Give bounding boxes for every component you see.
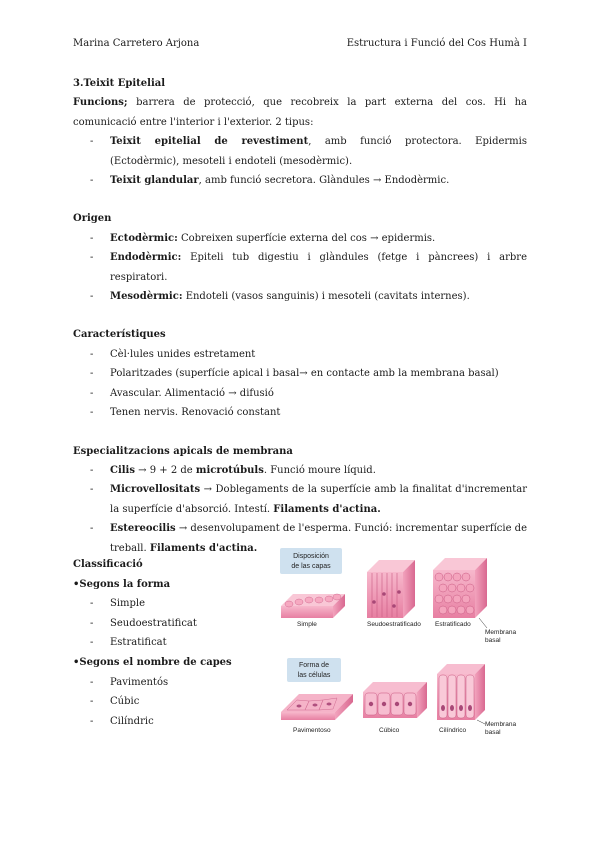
funcions-text: barrera de protecció, que recobreix la part externa del cos. Hi ha comunicació entre l'interior i l'exterior. 2 tipus:: [73, 97, 527, 128]
membrane-label-3: Membrana: [485, 721, 517, 728]
pseudostratified-label: Seudoestratificado: [367, 621, 421, 628]
funcions-paragraph: [73, 93, 527, 132]
list-item: [110, 132, 527, 171]
list-item: - Estratificat: [110, 633, 263, 653]
list-item: [110, 461, 527, 480]
list-item: - Cèl·lules unides estretament: [110, 345, 527, 364]
columnar-block: [437, 664, 485, 720]
classificacio-block: [73, 555, 263, 731]
funcions-list: [73, 132, 527, 190]
list-item: - Polaritzades (superfície apical i basal→ en contacte amb la membrana basal): [110, 364, 527, 383]
cuboidal-block: [363, 682, 427, 718]
item-bold: Teixit epitelial de revestiment: [110, 136, 309, 148]
origen-list: [73, 229, 527, 307]
item-text: , amb funció secretora. Glàndules → Endodèrmic.: [198, 175, 450, 187]
forma-list: [73, 594, 263, 653]
membrane-label-4: basal: [485, 729, 501, 736]
squamous-block: [281, 694, 353, 720]
item-text: . Funció moure líquid.: [263, 464, 376, 476]
list-item: - Avascular. Alimentació → difusió: [110, 384, 527, 403]
membrane-label-1: Membrana: [485, 629, 517, 636]
shape-label-2: las células: [297, 672, 331, 679]
simple-epithelium-block: [281, 594, 345, 618]
membrane-pointer-2: [477, 720, 485, 724]
section-title: 3.Teixit Epitelial: [73, 78, 166, 89]
simple-label: Simple: [297, 621, 317, 628]
header-author: Marina Carretero Arjona: [73, 38, 200, 49]
stratified-label: Estratificado: [435, 621, 471, 628]
membrane-label-2: basal: [485, 637, 501, 644]
list-item: - Tenen nervis. Renovació constant: [110, 403, 527, 422]
header-course: Estructura i Funció del Cos Humà I: [346, 38, 527, 49]
list-item: [110, 287, 527, 306]
list-item: [110, 171, 527, 190]
item-text: Endoteli (vasos sanguinis) i mesoteli (cavitats internes).: [182, 291, 470, 303]
columnar-label: Cilíndrico: [439, 727, 467, 734]
list-item: - Simple: [110, 594, 263, 614]
list-item: [110, 480, 527, 519]
list-item: - Pavimentós: [110, 673, 263, 693]
epithelium-figure: [275, 544, 527, 740]
stratified-block: [433, 558, 487, 618]
disposition-box: [280, 548, 342, 574]
item-bold: Mesodèrmic:: [110, 291, 183, 303]
item-bold: Cilis: [110, 464, 135, 476]
list-item: - Cúbic: [110, 692, 263, 712]
item-bold: Estereocilis: [110, 523, 176, 535]
capes-list: [73, 673, 263, 732]
origen-title: Origen: [73, 213, 112, 225]
disposition-label-1: Disposición: [293, 553, 329, 560]
item-text: Epiteli tub digestiu i glàndules (fetge i pàncrees) i arbre respiratori.: [110, 252, 527, 283]
funcions-label: Funcions;: [73, 97, 128, 109]
item-text: → desenvolupament de l'esperma. Funció: incrementar superfície de treball.: [110, 523, 527, 554]
pseudostratified-block: [367, 560, 415, 618]
cuboidal-label: Cúbico: [379, 727, 400, 734]
membrane-pointer: [479, 618, 487, 628]
caracteristiques-title: Característiques: [73, 329, 166, 341]
classificacio-title: Classificació: [73, 559, 143, 570]
list-item: - Seudoestratificat: [110, 614, 263, 634]
list-item: - Cilíndric: [110, 712, 263, 732]
item-text: , amb funció protectora. Epidermis (Ectodèrmic), mesoteli i endoteli (mesodèrmic).: [110, 136, 527, 167]
disposition-label-2: de las capas: [291, 563, 331, 570]
item-bold: Teixit glandular: [110, 175, 199, 187]
list-item: [110, 248, 527, 287]
document-body: [73, 74, 527, 558]
caracteristiques-list: [73, 345, 527, 423]
item-bold: Endodèrmic:: [110, 252, 182, 264]
item-bold: Filaments d'actina.: [149, 542, 258, 554]
forma-title: •Segons la forma: [73, 578, 171, 590]
item-bold: microtúbuls: [195, 464, 264, 476]
shape-label-1: Forma de: [299, 662, 329, 669]
item-bold: Ectodèrmic:: [110, 232, 178, 244]
item-bold: Microvellositats: [110, 484, 201, 496]
list-item: [110, 229, 527, 248]
item-text: → Doblegaments de la superfície amb la finalitat d'incrementar la superfície d'absorció. Intestí.: [110, 484, 527, 515]
item-bold: Filaments d'actina.: [273, 503, 381, 515]
item-text: Cobreixen superfície externa del cos → epidermis.: [177, 232, 436, 244]
especialitzacions-title: Especialitzacions apicals de membrana: [73, 445, 293, 457]
capes-title: •Segons el nombre de capes: [73, 656, 232, 668]
item-text: → 9 + 2 de: [135, 464, 196, 476]
squamous-label: Pavimentoso: [293, 727, 331, 734]
